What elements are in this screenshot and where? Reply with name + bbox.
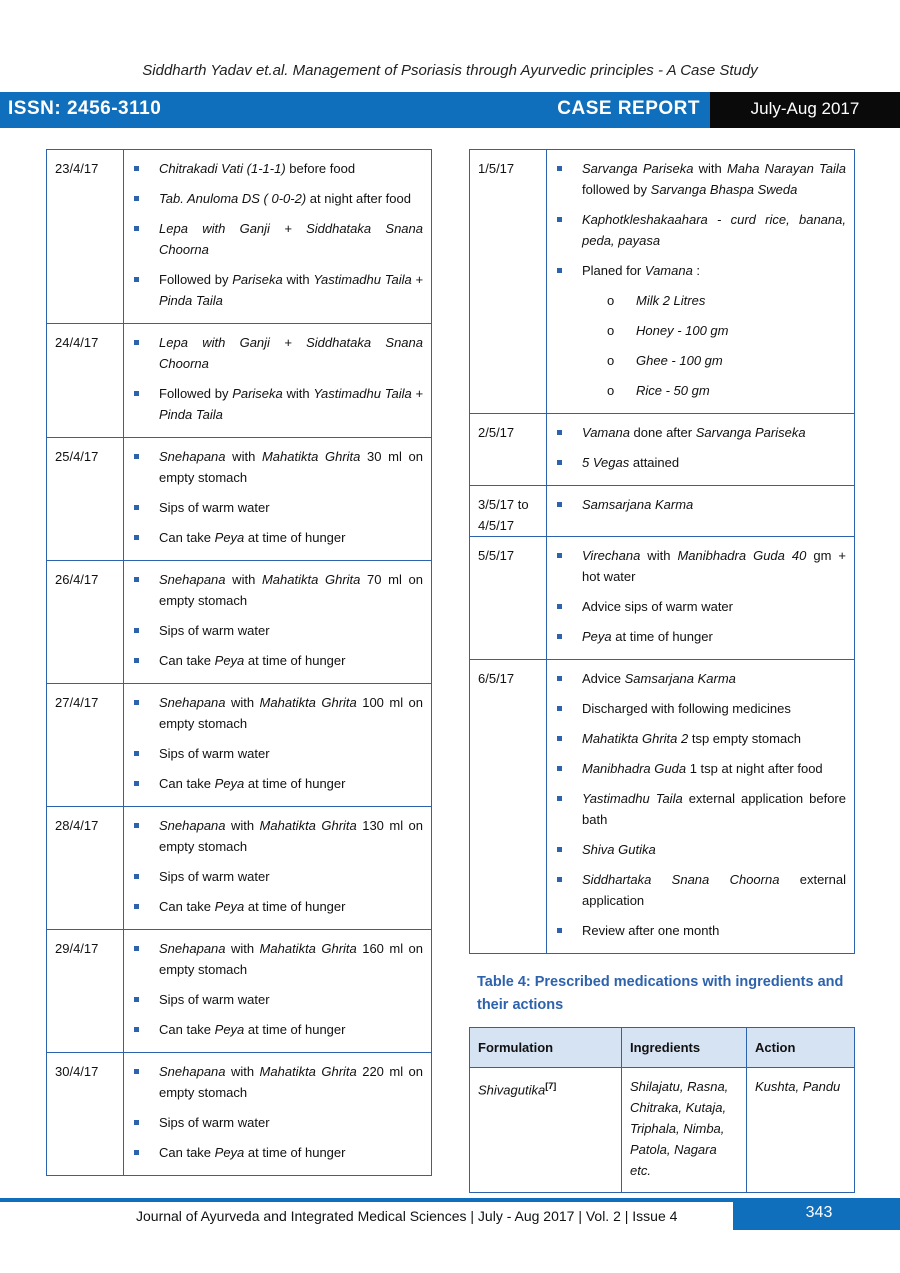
issue-date-label: July-Aug 2017: [750, 99, 860, 118]
item-text-segment: 70 ml on empty stomach: [159, 572, 423, 608]
item-text-segment: Sips of warm water: [159, 1115, 270, 1130]
item-text-segment: at time of hunger: [244, 1022, 346, 1037]
square-bullet-icon: [557, 928, 562, 933]
item-text-segment: 160 ml on empty stomach: [159, 941, 423, 977]
table4-ingredients-cell: Shilajatu, Rasna, Chitraka, Kutaja, Triphala, Nimba, Patola, Nagara etc.: [622, 1068, 747, 1193]
item-text-segment: Pariseka: [232, 386, 283, 401]
treatment-cell: [124, 684, 432, 807]
treatment-list: [553, 668, 846, 941]
table-row: [470, 414, 855, 486]
item-text-segment: Snehapana: [159, 818, 226, 833]
square-bullet-icon: [557, 706, 562, 711]
treatment-cell: [547, 537, 855, 660]
square-bullet-icon: [557, 502, 562, 507]
item-text-segment: Manibhadra Guda: [582, 761, 687, 776]
item-text-segment: 100 ml on empty stomach: [159, 695, 423, 731]
treatment-cell: [124, 930, 432, 1053]
list-item: [582, 380, 846, 401]
table-row: [470, 486, 855, 537]
table4-formulation-cell: [470, 1068, 622, 1193]
treatment-list: [553, 494, 846, 515]
list-item: [553, 260, 846, 401]
list-item: [130, 1142, 423, 1163]
square-bullet-icon: [134, 823, 139, 828]
item-text-segment: Mahatikta Ghrita: [261, 572, 361, 587]
circle-bullet-icon: o: [607, 353, 615, 368]
treatment-list: [130, 692, 423, 794]
item-text-segment: Siddhartaka Snana Choorna: [582, 872, 780, 887]
item-text-segment: Yastimadhu Taila: [582, 791, 683, 806]
square-bullet-icon: [134, 1027, 139, 1032]
item-text-segment: Sips of warm water: [159, 500, 270, 515]
square-bullet-icon: [134, 658, 139, 663]
list-item: [130, 569, 423, 611]
square-bullet-icon: [134, 391, 139, 396]
date-cell: 2/5/17: [470, 414, 547, 486]
date-cell: 6/5/17: [470, 660, 547, 954]
sub-item-text: Honey - 100 gm: [636, 323, 729, 338]
treatment-cell: [547, 486, 855, 537]
circle-bullet-icon: o: [607, 323, 615, 338]
list-item: [553, 545, 846, 587]
list-item: [553, 626, 846, 647]
square-bullet-icon: [134, 505, 139, 510]
square-bullet-icon: [557, 460, 562, 465]
treatment-list: [130, 938, 423, 1040]
item-text-segment: 220 ml on empty stomach: [159, 1064, 423, 1100]
square-bullet-icon: [557, 553, 562, 558]
square-bullet-icon: [557, 166, 562, 171]
item-text-segment: at time of hunger: [244, 1145, 346, 1160]
item-text-segment: Snehapana: [159, 449, 226, 464]
item-text-segment: with: [225, 695, 260, 710]
list-item: [553, 494, 846, 515]
item-text-segment: at time of hunger: [611, 629, 713, 644]
table-row: [47, 324, 432, 438]
item-text-segment: Mahatikta Ghrita: [259, 695, 357, 710]
item-text-segment: Can take: [159, 653, 215, 668]
table-row: [470, 660, 855, 954]
item-text-segment: Vamana: [582, 425, 630, 440]
item-text-segment: at time of hunger: [244, 653, 346, 668]
list-item: [130, 332, 423, 374]
list-item: [553, 158, 846, 200]
item-text-segment: Kaphotkleshakaahara - curd rice, banana, peda, payasa: [582, 212, 846, 248]
table-row: [47, 1053, 432, 1176]
list-item: [130, 938, 423, 980]
square-bullet-icon: [134, 781, 139, 786]
list-item: [553, 596, 846, 617]
square-bullet-icon: [557, 796, 562, 801]
square-bullet-icon: [134, 1069, 139, 1074]
square-bullet-icon: [134, 874, 139, 879]
item-text-segment: with: [225, 1064, 260, 1079]
item-text-segment: Followed by: [159, 272, 233, 287]
item-text-segment: followed by: [582, 182, 651, 197]
list-item: [553, 788, 846, 830]
table-row: [47, 438, 432, 561]
item-text-segment: Followed by: [159, 386, 233, 401]
item-text-segment: with: [640, 548, 678, 563]
list-item: [582, 320, 846, 341]
square-bullet-icon: [134, 751, 139, 756]
list-item: [130, 620, 423, 641]
journal-citation: Journal of Ayurveda and Integrated Medical Sciences | July - Aug 2017 | Vol. 2 | Issue 4: [136, 1208, 678, 1224]
list-item: [130, 815, 423, 857]
date-cell: 30/4/17: [47, 1053, 124, 1176]
list-item: [130, 1061, 423, 1103]
square-bullet-icon: [557, 847, 562, 852]
vamana-materials-list: [582, 290, 846, 401]
item-text-segment: Pariseka: [232, 272, 283, 287]
item-text-segment: Review after one month: [582, 923, 720, 938]
list-item: [553, 758, 846, 779]
item-text-segment: Snehapana: [159, 941, 226, 956]
item-text-segment: Peya: [214, 530, 245, 545]
list-item: [130, 218, 423, 260]
item-text-segment: tsp empty stomach: [688, 731, 801, 746]
item-text-segment: Advice sips of warm water: [582, 599, 733, 614]
square-bullet-icon: [134, 1150, 139, 1155]
square-bullet-icon: [557, 604, 562, 609]
item-text-segment: Sarvanga Bhaspa Sweda: [650, 182, 798, 197]
item-text-segment: at time of hunger: [244, 776, 346, 791]
table-row: [47, 150, 432, 324]
item-text-segment: 30 ml on empty stomach: [159, 449, 423, 485]
item-text-segment: external application: [582, 872, 846, 908]
list-item: [130, 866, 423, 887]
date-cell: 3/5/17 to 4/5/17: [470, 486, 547, 537]
treatment-cell: [124, 807, 432, 930]
treatment-list: [130, 332, 423, 425]
item-text-segment: Peya: [214, 1022, 245, 1037]
treatment-list: [130, 569, 423, 671]
item-text-segment: Snehapana: [159, 695, 226, 710]
treatment-cell: [547, 660, 855, 954]
item-text-segment: Can take: [159, 1022, 215, 1037]
item-text-segment: Virechana: [582, 548, 641, 563]
item-text-segment: with: [225, 449, 262, 464]
item-text-segment: with: [225, 572, 262, 587]
item-text-segment: 130 ml on empty stomach: [159, 818, 423, 854]
item-text-segment: with: [225, 818, 260, 833]
item-text-segment: Mahatikta Ghrita: [259, 1064, 357, 1079]
item-text-segment: Can take: [159, 899, 215, 914]
treatment-cell: [124, 561, 432, 684]
list-item: [130, 743, 423, 764]
date-cell: 29/4/17: [47, 930, 124, 1053]
sub-item-text: Milk 2 Litres: [636, 293, 706, 308]
item-text-segment: 5 Vegas: [582, 455, 630, 470]
list-item: [130, 527, 423, 548]
item-text-segment: Advice: [582, 671, 625, 686]
list-item: [553, 920, 846, 941]
item-text-segment: Planed for: [582, 263, 645, 278]
item-text-segment: Yastimadhu Taila + Pinda Taila: [159, 386, 423, 422]
page-number: 343: [805, 1204, 833, 1221]
header-banner: [0, 92, 900, 128]
item-text-segment: Peya: [214, 1145, 245, 1160]
item-text-segment: Samsarjana Karma: [624, 671, 736, 686]
table-row: [47, 561, 432, 684]
square-bullet-icon: [557, 766, 562, 771]
list-item: [553, 839, 846, 860]
item-text-segment: Lepa with Ganji + Siddhataka Snana Choorna: [159, 335, 423, 371]
square-bullet-icon: [134, 277, 139, 282]
square-bullet-icon: [134, 226, 139, 231]
item-text-segment: Tab. Anuloma DS ( 0-0-2): [159, 191, 307, 206]
table-row: [470, 1068, 855, 1193]
item-text-segment: at night after food: [306, 191, 411, 206]
treatment-cell: [124, 324, 432, 438]
list-item: [130, 446, 423, 488]
square-bullet-icon: [557, 268, 562, 273]
item-text-segment: Sips of warm water: [159, 623, 270, 638]
treatment-list: [553, 545, 846, 647]
list-item: [582, 350, 846, 371]
square-bullet-icon: [134, 577, 139, 582]
item-text-segment: with: [282, 386, 314, 401]
list-item: [130, 269, 423, 311]
treatment-list: [130, 446, 423, 548]
item-text-segment: Mahatikta Ghrita: [259, 941, 357, 956]
date-cell: 5/5/17: [470, 537, 547, 660]
list-item: [553, 422, 846, 443]
list-item: [130, 650, 423, 671]
running-title: Siddharth Yadav et.al. Management of Psoriasis through Ayurvedic principles - A Case Study: [142, 62, 758, 79]
item-text-segment: Peya: [214, 899, 245, 914]
item-text-segment: Can take: [159, 530, 215, 545]
square-bullet-icon: [134, 454, 139, 459]
item-text-segment: before food: [285, 161, 356, 176]
treatment-schedule-right: [469, 149, 855, 954]
item-text-segment: with: [282, 272, 314, 287]
item-text-segment: attained: [629, 455, 680, 470]
item-text-segment: Manibhadra Guda 40: [677, 548, 807, 563]
square-bullet-icon: [557, 430, 562, 435]
item-text-segment: Snehapana: [159, 1064, 226, 1079]
item-text-segment: Can take: [159, 776, 215, 791]
item-text-segment: with: [225, 941, 260, 956]
treatment-list: [130, 158, 423, 311]
treatment-cell: [124, 150, 432, 324]
item-text-segment: Sarvanga Pariseka: [582, 161, 694, 176]
square-bullet-icon: [134, 196, 139, 201]
item-text-segment: gm + hot water: [582, 548, 847, 584]
reference-marker: [7]: [545, 1081, 557, 1091]
item-text-segment: Sips of warm water: [159, 869, 270, 884]
list-item: [130, 497, 423, 518]
treatment-list: [553, 422, 846, 473]
item-text-segment: Discharged with following medicines: [582, 701, 791, 716]
treatment-cell: [547, 414, 855, 486]
item-text-segment: Peya: [582, 629, 612, 644]
square-bullet-icon: [134, 904, 139, 909]
list-item: [553, 452, 846, 473]
item-text-segment: Maha Narayan Taila: [726, 161, 847, 176]
square-bullet-icon: [557, 736, 562, 741]
item-text-segment: Snehapana: [159, 572, 226, 587]
square-bullet-icon: [134, 1120, 139, 1125]
list-item: [553, 728, 846, 749]
square-bullet-icon: [134, 628, 139, 633]
table-row: [47, 930, 432, 1053]
list-item: [130, 188, 423, 209]
square-bullet-icon: [557, 634, 562, 639]
item-text-segment: external application before bath: [582, 791, 846, 827]
list-item: [553, 209, 846, 251]
item-text-segment: Mahatikta Ghrita: [261, 449, 361, 464]
item-text-segment: Sarvanga Pariseka: [695, 425, 806, 440]
formulation-name: Shivagutika: [478, 1082, 546, 1098]
list-item: [130, 1019, 423, 1040]
square-bullet-icon: [134, 997, 139, 1002]
list-item: [553, 668, 846, 689]
table-row: [47, 684, 432, 807]
list-item: [130, 158, 423, 179]
treatment-cell: [124, 438, 432, 561]
square-bullet-icon: [134, 700, 139, 705]
list-item: [582, 290, 846, 311]
item-text-segment: Can take: [159, 1145, 215, 1160]
list-item: [553, 869, 846, 911]
table4-header-action: Action: [747, 1028, 855, 1068]
list-item: [130, 1112, 423, 1133]
list-item: [130, 989, 423, 1010]
date-cell: 26/4/17: [47, 561, 124, 684]
table4-header-ingredients: Ingredients: [622, 1028, 747, 1068]
square-bullet-icon: [134, 340, 139, 345]
sub-item-text: Rice - 50 gm: [636, 383, 710, 398]
item-text-segment: Mahatikta Ghrita 2: [582, 731, 689, 746]
list-item: [130, 383, 423, 425]
item-text-segment: Shiva Gutika: [582, 842, 656, 857]
circle-bullet-icon: o: [607, 293, 615, 308]
item-text-segment: Sips of warm water: [159, 746, 270, 761]
table-row: [470, 150, 855, 414]
list-item: [130, 896, 423, 917]
square-bullet-icon: [134, 535, 139, 540]
item-text-segment: Vamana: [644, 263, 693, 278]
table4-caption: Table 4: Prescribed medications with ingredients and their actions: [477, 974, 844, 1013]
treatment-schedule-left: [46, 149, 432, 1176]
date-cell: 27/4/17: [47, 684, 124, 807]
item-text-segment: Lepa with Ganji + Siddhataka Snana Choorna: [159, 221, 423, 257]
sub-item-text: Ghee - 100 gm: [636, 353, 723, 368]
list-item: [130, 692, 423, 734]
issn-label: ISSN: 2456-3110: [8, 98, 162, 119]
article-type-label: CASE REPORT: [557, 98, 700, 119]
treatment-list: [553, 158, 846, 401]
treatment-cell: [547, 150, 855, 414]
square-bullet-icon: [557, 877, 562, 882]
treatment-list: [130, 1061, 423, 1163]
square-bullet-icon: [134, 166, 139, 171]
item-text-segment: Mahatikta Ghrita: [259, 818, 357, 833]
treatment-list: [130, 815, 423, 917]
item-text-segment: at time of hunger: [244, 530, 346, 545]
item-text-segment: Yastimadhu Taila + Pinda Taila: [159, 272, 423, 308]
item-text-segment: 1 tsp at night after food: [686, 761, 823, 776]
item-text-segment: at time of hunger: [244, 899, 346, 914]
date-cell: 25/4/17: [47, 438, 124, 561]
square-bullet-icon: [557, 217, 562, 222]
item-text-segment: :: [692, 263, 701, 278]
square-bullet-icon: [557, 676, 562, 681]
item-text-segment: with: [693, 161, 727, 176]
list-item: [553, 698, 846, 719]
circle-bullet-icon: o: [607, 383, 615, 398]
item-text-segment: Peya: [214, 776, 245, 791]
treatment-cell: [124, 1053, 432, 1176]
date-cell: 1/5/17: [470, 150, 547, 414]
item-text-segment: Peya: [214, 653, 245, 668]
table4-header-row: [470, 1028, 855, 1068]
table-row: [47, 807, 432, 930]
table4-header-formulation: Formulation: [470, 1028, 622, 1068]
date-cell: 23/4/17: [47, 150, 124, 324]
list-item: [130, 773, 423, 794]
item-text-segment: Sips of warm water: [159, 992, 270, 1007]
date-cell: 28/4/17: [47, 807, 124, 930]
item-text-segment: done after: [629, 425, 696, 440]
date-cell: 24/4/17: [47, 324, 124, 438]
item-text-segment: Chitrakadi Vati (1-1-1): [159, 161, 286, 176]
square-bullet-icon: [134, 946, 139, 951]
table4-action-cell: Kushta, Pandu: [747, 1068, 855, 1193]
item-text-segment: Samsarjana Karma: [582, 497, 694, 512]
table4: [469, 1027, 855, 1193]
table-row: [470, 537, 855, 660]
